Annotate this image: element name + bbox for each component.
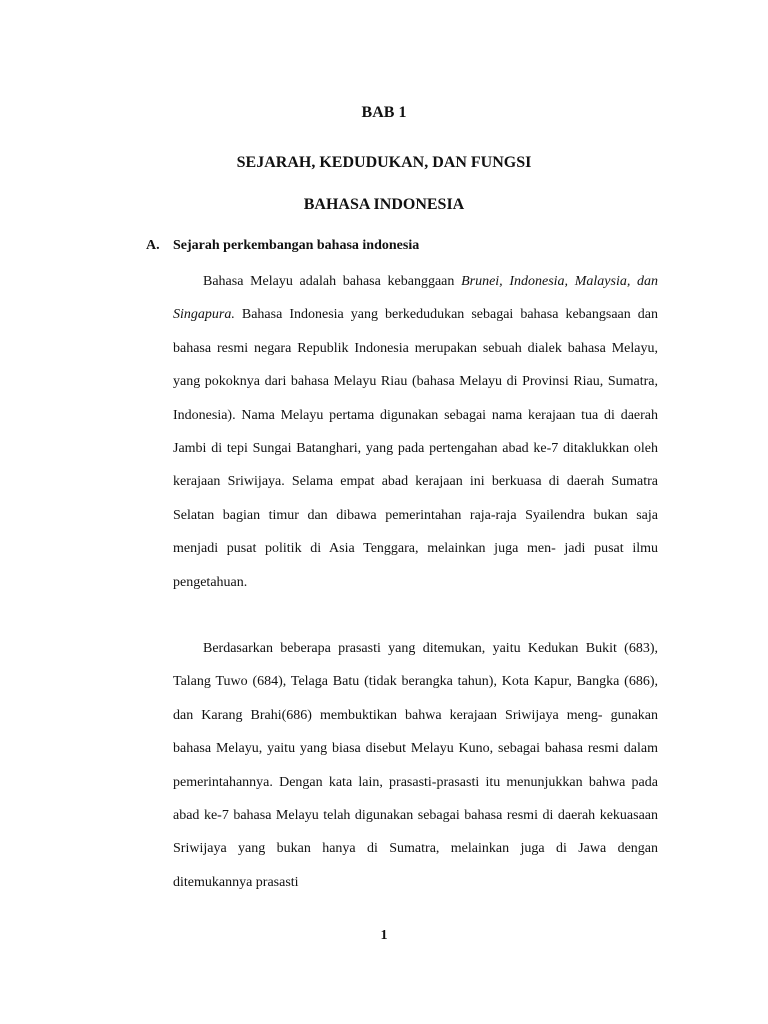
paragraph-1-text-start: Bahasa Melayu adalah bahasa kebanggaan [203, 274, 462, 289]
paragraph-1-italic-countries: Brunei, Indonesia, Malaysia, dan Singapura. [173, 274, 659, 323]
paragraph-1 [173, 265, 658, 599]
paragraph-1-text-rest: Bahasa Indonesia yang berkedudukan sebagai bahasa kebangsaan dan bahasa resmi negara Republik Indonesia merupakan sebuah dialek bahasa Melayu, yang pokoknya dari bahasa Melayu Riau (bahasa Melayu di Provinsi Riau, Sumatra, Indonesia). Nama Melayu pertama digunakan sebagai nama kerajaan tua di daerah Jambi di tepi Sungai Batanghari, yang pada pertengahan abad ke-7 ditaklukkan oleh kerajaan Sriwijaya. Selama empat abad kerajaan ini berkuasa di daerah Sumatra Selatan bagian timur dan dibawa pemerintahan raja-raja Syailendra bukan saja menjadi pusat politik di Asia Tenggara, melainkan juga men- jadi pusat ilmu pengetahuan. [173, 307, 658, 590]
section-heading [146, 238, 419, 254]
section-letter: A. [146, 238, 160, 253]
page-number: 1 [380, 928, 388, 943]
paragraph-2 [173, 632, 658, 899]
chapter-title-line-1: SEJARAH, KEDUDUKAN, DAN FUNGSI [236, 154, 532, 171]
chapter-title-line-2: BAHASA INDONESIA [303, 196, 465, 213]
paragraph-2-text: Berdasarkan beberapa prasasti yang ditemukan, yaitu Kedukan Bukit (683), Talang Tuwo (684), Telaga Batu (tidak berangka tahun), Kota Kapur, Bangka (686), dan Karang Brahi(686) membuktikan bahwa kerajaan Sriwijaya meng- gunakan bahasa Melayu, yaitu yang biasa disebut Melayu Kuno, sebagai bahasa resmi dalam pemerintahannya. Dengan kata lain, prasasti-prasasti itu menunjukkan bahwa pada abad ke-7 bahasa Melayu telah digunakan sebagai bahasa resmi di daerah kekuasaan Sriwijaya yang bukan hanya di Sumatra, melainkan juga di Jawa dengan ditemukannya prasasti [173, 641, 658, 890]
section-title: Sejarah perkembangan bahasa indonesia [173, 238, 420, 253]
chapter-number: BAB 1 [361, 104, 407, 121]
